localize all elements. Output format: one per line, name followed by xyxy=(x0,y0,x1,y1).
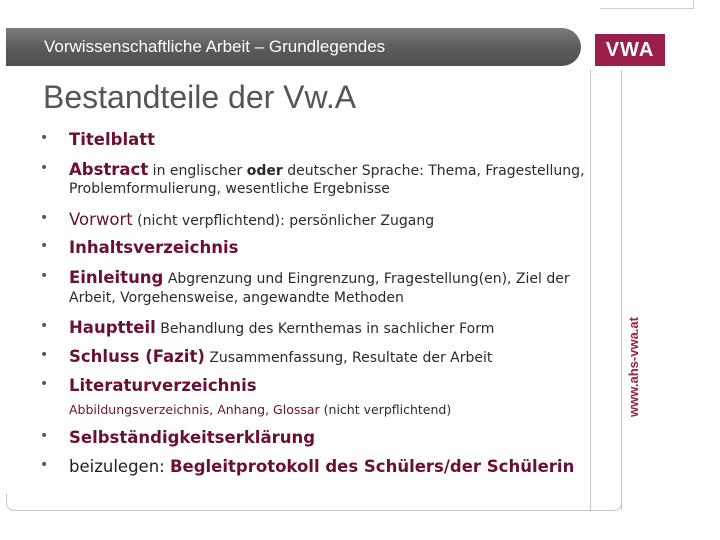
corner-decoration xyxy=(600,0,694,9)
bullet-icon: • xyxy=(40,347,49,363)
item-sub-list: Abbildungsverzeichnis, Anhang, Glossar xyxy=(69,402,320,417)
item-line xyxy=(69,268,570,287)
bullet-icon: • xyxy=(40,457,49,473)
item-text: (nicht verpflichtend): persönlicher Zugang xyxy=(132,213,435,229)
item-heading: Begleitprotokoll des Schülers/der Schülerin xyxy=(169,457,575,476)
item-text: Abgrenzung und Eingrenzung, Fragestellung(en), Ziel der xyxy=(163,271,570,287)
item-text: in englischer xyxy=(148,163,247,179)
item-heading: Inhaltsverzeichnis xyxy=(69,238,239,257)
item-heading: Literaturverzeichnis xyxy=(69,376,257,395)
item-continuation xyxy=(69,402,451,418)
bullet-icon: • xyxy=(40,376,49,392)
item-line xyxy=(69,457,574,476)
bullet-icon: • xyxy=(40,160,49,176)
item-heading: Schluss (Fazit) xyxy=(69,347,205,366)
item-line xyxy=(69,347,492,366)
header-title: Vorwissenschaftliche Arbeit – Grundlegendes xyxy=(44,37,386,56)
item-heading: Abstract xyxy=(69,160,149,179)
item-continuation: Arbeit, Vorgehensweise, angewandte Methoden xyxy=(69,290,404,306)
sidebar-url[interactable]: www.ahs-vwa.at xyxy=(626,317,641,417)
item-line xyxy=(69,318,494,337)
item-heading: Selbständigkeitserklärung xyxy=(69,428,316,447)
item-heading: Hauptteil xyxy=(69,318,156,337)
vwa-logo: VWA xyxy=(595,34,665,66)
item-heading: Einleitung xyxy=(69,268,164,287)
item-sub-note: (nicht verpflichtend) xyxy=(319,402,452,417)
bullet-icon: • xyxy=(40,210,49,226)
bullet-icon: • xyxy=(40,318,49,334)
item-continuation: Problemformulierung, wesentliche Ergebnisse xyxy=(69,181,390,197)
item-text: Zusammenfassung, Resultate der Arbeit xyxy=(204,350,493,366)
bullet-icon: • xyxy=(40,268,49,284)
item-line xyxy=(69,210,434,229)
frame-right-border xyxy=(590,70,622,510)
bullet-icon: • xyxy=(40,238,49,254)
item-heading: Titelblatt xyxy=(69,130,156,149)
item-heading: Vorwort xyxy=(69,210,133,229)
frame-bottom-border xyxy=(6,494,622,511)
item-emphasis: oder xyxy=(246,163,283,179)
page-title: Bestandteile der Vw.A xyxy=(43,79,357,115)
bullet-icon: • xyxy=(40,130,49,146)
item-prefix: beizulegen: xyxy=(69,457,170,476)
item-text: Behandlung des Kernthemas in sachlicher Form xyxy=(155,321,495,337)
bullet-icon: • xyxy=(40,428,49,444)
item-line xyxy=(69,160,585,179)
item-text-2: deutscher Sprache: Thema, Fragestellung, xyxy=(282,163,585,179)
